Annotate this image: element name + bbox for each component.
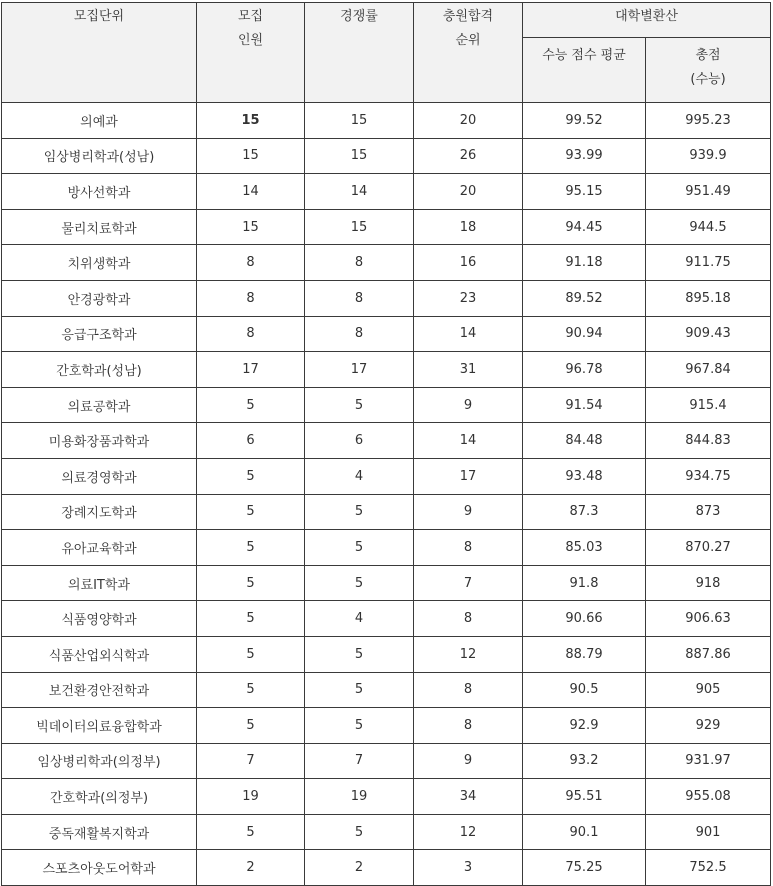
cell-rank: 7 — [414, 565, 523, 601]
table-row — [2, 672, 771, 708]
table-row — [2, 601, 771, 637]
cell-csat-avg: 90.66 — [523, 601, 646, 637]
cell-unit: 중독재활복지학과 — [2, 814, 197, 850]
cell-quota: 5 — [197, 601, 305, 637]
cell-rank: 14 — [414, 316, 523, 352]
cell-competition: 5 — [305, 530, 414, 566]
cell-total: 918 — [646, 565, 771, 601]
cell-rank: 9 — [414, 387, 523, 423]
cell-unit: 물리치료학과 — [2, 209, 197, 245]
cell-quota: 5 — [197, 458, 305, 494]
cell-quota: 8 — [197, 280, 305, 316]
cell-csat-avg: 87.3 — [523, 494, 646, 530]
cell-total: 929 — [646, 708, 771, 744]
cell-csat-avg: 93.48 — [523, 458, 646, 494]
cell-rank: 31 — [414, 352, 523, 388]
cell-rank: 20 — [414, 103, 523, 139]
cell-csat-avg: 95.51 — [523, 779, 646, 815]
cell-competition: 5 — [305, 565, 414, 601]
cell-csat-avg: 89.52 — [523, 280, 646, 316]
cell-competition: 5 — [305, 814, 414, 850]
cell-quota: 8 — [197, 245, 305, 281]
cell-rank: 17 — [414, 458, 523, 494]
table-body — [2, 103, 771, 886]
cell-csat-avg: 91.8 — [523, 565, 646, 601]
cell-total: 895.18 — [646, 280, 771, 316]
header-total-line2: (수능) — [690, 72, 726, 87]
cell-csat-avg: 85.03 — [523, 530, 646, 566]
cell-total: 752.5 — [646, 850, 771, 886]
header-unit: 모집단위 — [2, 3, 197, 103]
cell-quota: 15 — [197, 209, 305, 245]
table-row — [2, 423, 771, 459]
cell-rank: 14 — [414, 423, 523, 459]
cell-quota: 5 — [197, 387, 305, 423]
table-row — [2, 352, 771, 388]
cell-competition: 19 — [305, 779, 414, 815]
cell-total: 905 — [646, 672, 771, 708]
cell-quota: 2 — [197, 850, 305, 886]
table-row — [2, 174, 771, 210]
cell-total: 887.86 — [646, 636, 771, 672]
cell-unit: 의료경영학과 — [2, 458, 197, 494]
cell-csat-avg: 90.5 — [523, 672, 646, 708]
cell-unit: 안경광학과 — [2, 280, 197, 316]
cell-quota: 7 — [197, 743, 305, 779]
cell-total: 870.27 — [646, 530, 771, 566]
table-row — [2, 530, 771, 566]
cell-rank: 26 — [414, 138, 523, 174]
cell-total: 873 — [646, 494, 771, 530]
table-row — [2, 636, 771, 672]
cell-quota: 6 — [197, 423, 305, 459]
cell-total: 901 — [646, 814, 771, 850]
table-row — [2, 743, 771, 779]
cell-unit: 간호학과(성남) — [2, 352, 197, 388]
cell-unit: 임상병리학과(성남) — [2, 138, 197, 174]
header-csat-avg: 수능 점수 평균 — [523, 38, 646, 103]
cell-unit: 스포츠아웃도어학과 — [2, 850, 197, 886]
cell-unit: 임상병리학과(의정부) — [2, 743, 197, 779]
cell-rank: 12 — [414, 814, 523, 850]
table-row — [2, 245, 771, 281]
cell-csat-avg: 94.45 — [523, 209, 646, 245]
header-conversion: 대학별환산 — [523, 3, 771, 38]
cell-unit: 식품영양학과 — [2, 601, 197, 637]
cell-rank: 16 — [414, 245, 523, 281]
cell-csat-avg: 88.79 — [523, 636, 646, 672]
cell-total: 915.4 — [646, 387, 771, 423]
cell-competition: 5 — [305, 636, 414, 672]
cell-competition: 8 — [305, 316, 414, 352]
cell-total: 934.75 — [646, 458, 771, 494]
cell-total: 995.23 — [646, 103, 771, 139]
cell-competition: 6 — [305, 423, 414, 459]
cell-csat-avg: 91.54 — [523, 387, 646, 423]
table-row — [2, 316, 771, 352]
cell-unit: 의료IT학과 — [2, 565, 197, 601]
cell-total: 844.83 — [646, 423, 771, 459]
cell-csat-avg: 96.78 — [523, 352, 646, 388]
cell-quota: 14 — [197, 174, 305, 210]
cell-csat-avg: 93.99 — [523, 138, 646, 174]
header-competition: 경쟁률 — [305, 3, 414, 103]
cell-unit: 식품산업외식학과 — [2, 636, 197, 672]
table-row — [2, 708, 771, 744]
table-header — [2, 3, 771, 103]
cell-competition: 5 — [305, 387, 414, 423]
cell-competition: 5 — [305, 708, 414, 744]
cell-competition: 2 — [305, 850, 414, 886]
header-rank-line2: 순위 — [455, 33, 481, 48]
cell-quota: 5 — [197, 708, 305, 744]
cell-rank: 3 — [414, 850, 523, 886]
cell-csat-avg: 75.25 — [523, 850, 646, 886]
cell-rank: 9 — [414, 494, 523, 530]
cell-competition: 15 — [305, 103, 414, 139]
cell-csat-avg: 90.1 — [523, 814, 646, 850]
cell-unit: 응급구조학과 — [2, 316, 197, 352]
table-row — [2, 458, 771, 494]
header-quota-line1: 모집 — [237, 9, 264, 24]
cell-csat-avg: 91.18 — [523, 245, 646, 281]
cell-unit: 의료공학과 — [2, 387, 197, 423]
cell-quota: 19 — [197, 779, 305, 815]
cell-competition: 15 — [305, 209, 414, 245]
cell-quota: 5 — [197, 672, 305, 708]
cell-competition: 17 — [305, 352, 414, 388]
cell-competition: 7 — [305, 743, 414, 779]
cell-unit: 치위생학과 — [2, 245, 197, 281]
cell-rank: 18 — [414, 209, 523, 245]
admissions-results-table — [1, 2, 771, 886]
cell-rank: 12 — [414, 636, 523, 672]
cell-unit: 빅데이터의료융합학과 — [2, 708, 197, 744]
header-total-line1: 총점 — [695, 48, 721, 63]
cell-csat-avg: 90.94 — [523, 316, 646, 352]
cell-quota: 5 — [197, 494, 305, 530]
cell-competition: 5 — [305, 672, 414, 708]
header-rank — [414, 3, 523, 103]
cell-rank: 8 — [414, 708, 523, 744]
cell-csat-avg: 95.15 — [523, 174, 646, 210]
cell-quota: 5 — [197, 814, 305, 850]
cell-csat-avg: 99.52 — [523, 103, 646, 139]
table-row — [2, 850, 771, 886]
cell-competition: 15 — [305, 138, 414, 174]
cell-total: 944.5 — [646, 209, 771, 245]
table-row — [2, 209, 771, 245]
table-row — [2, 494, 771, 530]
cell-quota: 5 — [197, 530, 305, 566]
cell-competition: 8 — [305, 245, 414, 281]
cell-quota: 15 — [197, 138, 305, 174]
cell-total: 931.97 — [646, 743, 771, 779]
table-row — [2, 280, 771, 316]
cell-csat-avg: 84.48 — [523, 423, 646, 459]
cell-unit: 방사선학과 — [2, 174, 197, 210]
cell-total: 955.08 — [646, 779, 771, 815]
cell-unit: 의예과 — [2, 103, 197, 139]
cell-rank: 9 — [414, 743, 523, 779]
cell-csat-avg: 93.2 — [523, 743, 646, 779]
cell-unit: 간호학과(의정부) — [2, 779, 197, 815]
cell-quota: 15 — [197, 103, 305, 139]
cell-rank: 34 — [414, 779, 523, 815]
header-quota-line2: 인원 — [237, 33, 264, 48]
cell-rank: 23 — [414, 280, 523, 316]
cell-unit: 보건환경안전학과 — [2, 672, 197, 708]
cell-total: 951.49 — [646, 174, 771, 210]
cell-total: 967.84 — [646, 352, 771, 388]
cell-quota: 8 — [197, 316, 305, 352]
table-row — [2, 103, 771, 139]
cell-total: 909.43 — [646, 316, 771, 352]
cell-competition: 4 — [305, 458, 414, 494]
header-rank-line1: 충원합격 — [442, 9, 494, 24]
cell-quota: 5 — [197, 636, 305, 672]
cell-competition: 8 — [305, 280, 414, 316]
cell-csat-avg: 92.9 — [523, 708, 646, 744]
header-quota — [197, 3, 305, 103]
table-row — [2, 138, 771, 174]
table-row — [2, 565, 771, 601]
cell-quota: 17 — [197, 352, 305, 388]
cell-competition: 14 — [305, 174, 414, 210]
cell-total: 939.9 — [646, 138, 771, 174]
table-row — [2, 387, 771, 423]
header-total — [646, 38, 771, 103]
cell-competition: 4 — [305, 601, 414, 637]
cell-competition: 5 — [305, 494, 414, 530]
cell-unit: 미용화장품과학과 — [2, 423, 197, 459]
cell-total: 906.63 — [646, 601, 771, 637]
table-row — [2, 814, 771, 850]
cell-unit: 장례지도학과 — [2, 494, 197, 530]
cell-quota: 5 — [197, 565, 305, 601]
cell-total: 911.75 — [646, 245, 771, 281]
cell-rank: 20 — [414, 174, 523, 210]
table-row — [2, 779, 771, 815]
cell-rank: 8 — [414, 530, 523, 566]
cell-rank: 8 — [414, 601, 523, 637]
cell-rank: 8 — [414, 672, 523, 708]
cell-unit: 유아교육학과 — [2, 530, 197, 566]
